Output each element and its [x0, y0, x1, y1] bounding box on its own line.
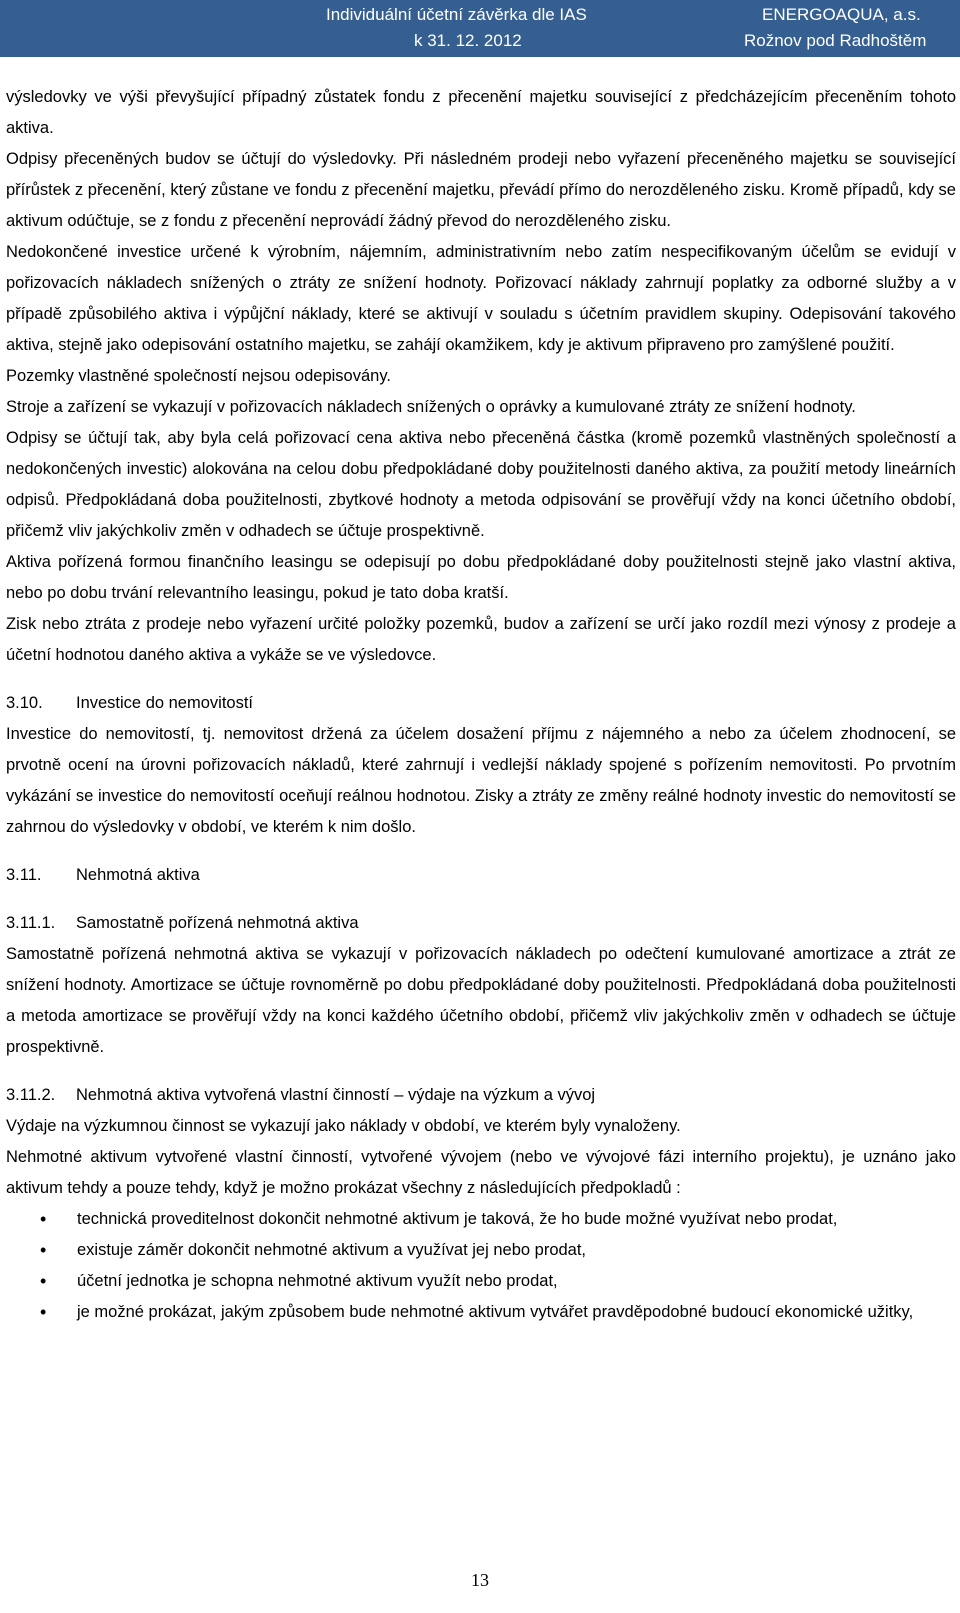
paragraph: Zisk nebo ztráta z prodeje nebo vyřazení určité položky pozemků, budov a zařízení se určí jako rozdíl mezi výnosy z prodeje a účetní hodnotou daného aktiva a vykáže se ve výsledovce. — [6, 615, 956, 664]
section-text: Samostatně pořízená nehmotná aktiva se vykazují v pořizovacích nákladech po odečtení kumulované amortizace a ztrát ze snížení hodnoty. Amortizace se účtuje rovnoměrně po dobu předpokládané doby použitelnosti. Předpokládaná doba použitelnosti a metoda amortizace se prověřují vždy na konci každého účetního období, přičemž vliv jakýchkoliv změn v odhadech se účtuje prospektivně. — [6, 945, 956, 1056]
paragraph: Odpisy se účtují tak, aby byla celá pořizovací cena aktiva nebo přeceněná částka (kromě pozemků vlastněných společností a nedokončených investic) alokována na celou dobu předpokládané doby použitelnosti daného aktiva, za použití metody lineárních odpisů. Předpokládaná doba použitelnosti, zbytkové hodnoty a metoda odpisování se prověřují vždy na konci účetního období, přičemž vliv jakýchkoliv změn v odhadech se účtuje prospektivně. — [6, 429, 956, 540]
section-title: Investice do nemovitostí — [76, 694, 254, 712]
spacer — [6, 891, 956, 908]
spacer — [6, 1063, 956, 1080]
section-number: 3.11. — [6, 866, 42, 884]
section-title: Nehmotná aktiva — [76, 866, 200, 884]
page-number: 13 — [471, 1570, 489, 1590]
list-item: • existuje záměr dokončit nehmotné aktivum a využívat jej nebo prodat, — [6, 1235, 956, 1266]
spacer — [6, 843, 956, 860]
paragraph: Aktiva pořízená formou finančního leasingu se odepisují po dobu předpokládané doby použitelnosti stejně jako vlastní aktiva, nebo po dobu trvání relevantního leasingu, pokud je tato doba kratší. — [6, 553, 956, 602]
section-text: Investice do nemovitostí, tj. nemovitost držená za účelem dosažení příjmu z nájemného a nebo za účelem zhodnocení, se prvotně ocení na úrovni pořizovacích nákladů, které zahrnují i vedlejší náklady spojené s pořízením nemovitosti. Po prvotním vykázání se investice do nemovitostí oceňují reálnou hodnotou. Zisky a ztráty ze změny reálné hodnoty investic do nemovitostí se zahrnou do výsledovky v období, ve kterém k nim došlo. — [6, 725, 956, 836]
header-date: k 31. 12. 2012 — [414, 31, 522, 50]
criteria-list — [6, 1204, 956, 1328]
section-number: 3.11.2. — [6, 1086, 56, 1104]
spacer — [6, 671, 956, 688]
section-text: Výdaje na výzkumnou činnost se vykazují jako náklady v období, ve kterém byly vynaloženy. — [6, 1117, 681, 1135]
header-company-name: ENERGOAQUA, a.s. — [762, 5, 921, 24]
section-heading-3-10 — [6, 688, 956, 719]
list-item: • účetní jednotka je schopna nehmotné aktivum využít nebo prodat, — [6, 1266, 956, 1297]
section-heading-3-11-1 — [6, 908, 956, 939]
paragraph: výsledovky ve výši převyšující případný zůstatek fondu z přecenění majetku související z předcházejícím přeceněním tohoto aktiva. — [6, 88, 956, 137]
header-document-title: Individuální účetní závěrka dle IAS — [326, 5, 587, 24]
document-body — [6, 82, 956, 1328]
section-title: Nehmotná aktiva vytvořená vlastní činností – výdaje na výzkum a vývoj — [76, 1086, 596, 1104]
paragraph: Nedokončené investice určené k výrobním, nájemním, administrativním nebo zatím nespecifikovaným účelům se evidují v pořizovacích nákladech snížených o ztráty ze snížení hodnoty. Pořizovací náklady zahrnují poplatky za odborné služby a v případě způsobilého aktiva i výpůjční náklady, které se aktivují v souladu s účetním pravidlem skupiny. Odepisování takového aktiva, stejně jako odepisování ostatního majetku, se zahájí okamžikem, kdy je aktivum připraveno pro zamýšlené použití. — [6, 243, 956, 354]
section-text: Nehmotné aktivum vytvořené vlastní činností, vytvořené vývojem (nebo ve vývojové fázi interního projektu), je uznáno jako aktivum tehdy a pouze tehdy, když je možno prokázat všechny z následujících předpokladů : — [6, 1148, 956, 1197]
section-number: 3.10. — [6, 694, 43, 712]
list-item: • je možné prokázat, jakým způsobem bude nehmotné aktivum vytvářet pravděpodobné budoucí ekonomické užitky, — [6, 1297, 956, 1328]
section-heading-3-11 — [6, 860, 956, 891]
paragraph: Odpisy přeceněných budov se účtují do výsledovky. Při následném prodeji nebo vyřazení přeceněného majetku se související přírůstek z přecenění, který zůstane ve fondu z přecenění majetku, převádí přímo do nerozděleného zisku. Kromě případů, kdy se aktivum odúčtuje, se z fondu z přecenění neprovádí žádný převod do nerozděleného zisku. — [6, 150, 956, 230]
list-item: • technická proveditelnost dokončit nehmotné aktivum je taková, že ho bude možné využívat nebo prodat, — [6, 1204, 956, 1235]
header-company-location: Rožnov pod Radhoštěm — [744, 31, 927, 50]
section-number: 3.11.1. — [6, 914, 56, 932]
section-heading-3-11-2 — [6, 1080, 956, 1111]
paragraph: Pozemky vlastněné společností nejsou odepisovány. — [6, 367, 391, 385]
page-header — [0, 0, 960, 57]
paragraph: Stroje a zařízení se vykazují v pořizovacích nákladech snížených o oprávky a kumulované ztráty ze snížení hodnoty. — [6, 398, 856, 416]
section-title: Samostatně pořízená nehmotná aktiva — [76, 914, 359, 932]
